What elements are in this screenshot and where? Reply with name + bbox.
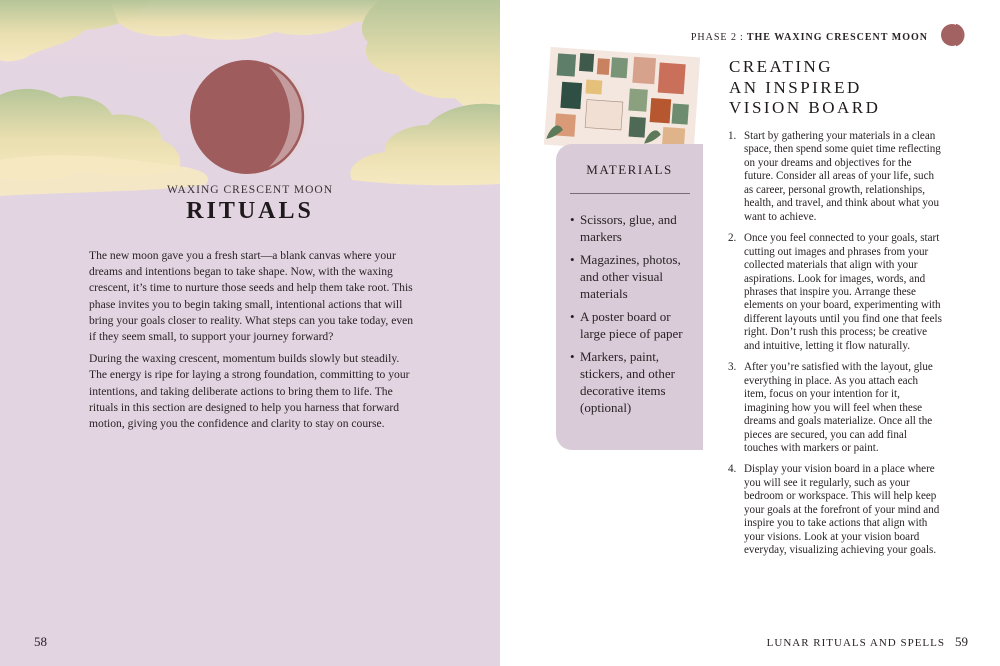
right-page (500, 0, 1000, 666)
page-number-right: 59 (955, 634, 968, 649)
running-head-separator: : (740, 32, 744, 43)
page-number-left: 58 (34, 634, 47, 649)
step-text: Display your vision board in a place where you will see it regularly, such as your bedroom or workspace. This will help keep your goals at the forefront of your mind and inspire you to take actions that align with your visions. Look at your vision board everyday, visualizing achieving your goals. (744, 463, 940, 557)
intro-paragraph: The new moon gave you a fresh start—a blank canvas where your dreams and intentions began to take shape. Now, with the waxing crescent, it’s time to nurture those seeds and help them take root. This phase invites you to begin taking small, intentional actions that will bring your goals closer to reality. What steps can you take today, even if they seem small, to support your journey forward? (89, 249, 414, 344)
list-item (728, 130, 942, 224)
step-number: 4. (728, 463, 737, 476)
section-title-line: CREATING (729, 57, 834, 76)
list-item: • Magazines, photos, and other visual materials (570, 251, 689, 302)
step-number: 2. (728, 232, 737, 245)
step-number: 1. (728, 130, 737, 142)
list-item (728, 361, 942, 455)
list-item (728, 232, 942, 353)
step-text: Start by gathering your materials in a clean space, then spend some quiet time reflecting on your dreams and objectives for the future. Consider all areas of your life, such as career, personal growth, relationships, health, and travel, and think about what you want to achieve. (744, 130, 941, 223)
step-number: 3. (728, 361, 737, 374)
step-text: Once you feel connected to your goals, start cutting out images and phrases from your collected materials that align with your aspirations. Look for images, words, and phrases that inspire you. Arrange these elements on your board, experimenting with different layouts until you find one that feels right. Don’t rush this process; be creative and intuitive, letting it flow naturally. (744, 232, 942, 352)
section-title (729, 57, 880, 119)
section-title-line: VISION BOARD (729, 98, 881, 117)
sky-clouds-illustration (0, 0, 500, 200)
list-item: • A poster board or large piece of paper (570, 308, 689, 342)
vision-board-collage-image (544, 47, 700, 155)
footer-book-title: LUNAR RITUALS AND SPELLS (766, 637, 945, 649)
steps-list (728, 130, 942, 566)
list-item (728, 463, 942, 557)
page-footer (767, 634, 968, 650)
phase-label: WAXING CRESCENT MOON (166, 184, 334, 196)
list-item: • Scissors, glue, and markers (570, 211, 689, 245)
running-head-phase: PHASE 2 (690, 32, 738, 43)
materials-divider (570, 193, 690, 194)
running-head-title: THE WAXING CRESCENT MOON (746, 32, 928, 43)
page-title: RITUALS (186, 198, 314, 224)
materials-list (570, 211, 689, 416)
list-item: • Markers, paint, stickers, and other decorative items (optional) (570, 348, 689, 416)
intro-text (89, 248, 419, 432)
header-moon-icon (939, 21, 967, 49)
section-title-line: AN INSPIRED (729, 77, 862, 97)
waxing-crescent-moon-illustration (190, 60, 308, 174)
step-text: After you’re satisfied with the layout, glue everything in place. As you attach each item, focus on your intention for it, imagining how you will feel when these dreams and goals materialize. Once all the pieces are secured, you can add final touches with markers or paint. (744, 361, 933, 454)
materials-box (556, 144, 703, 450)
running-head (691, 32, 928, 43)
materials-title: MATERIALS (586, 162, 673, 177)
left-title-block (0, 184, 500, 225)
intro-paragraph: During the waxing crescent, momentum builds slowly but steadily. The energy is ripe for laying a strong foundation, committing to your intentions, and taking deliberate actions to bring them to life. The rituals in this section are designed to help you harness that forward motion, giving you the confidence and clarity to stay on course. (89, 352, 410, 431)
